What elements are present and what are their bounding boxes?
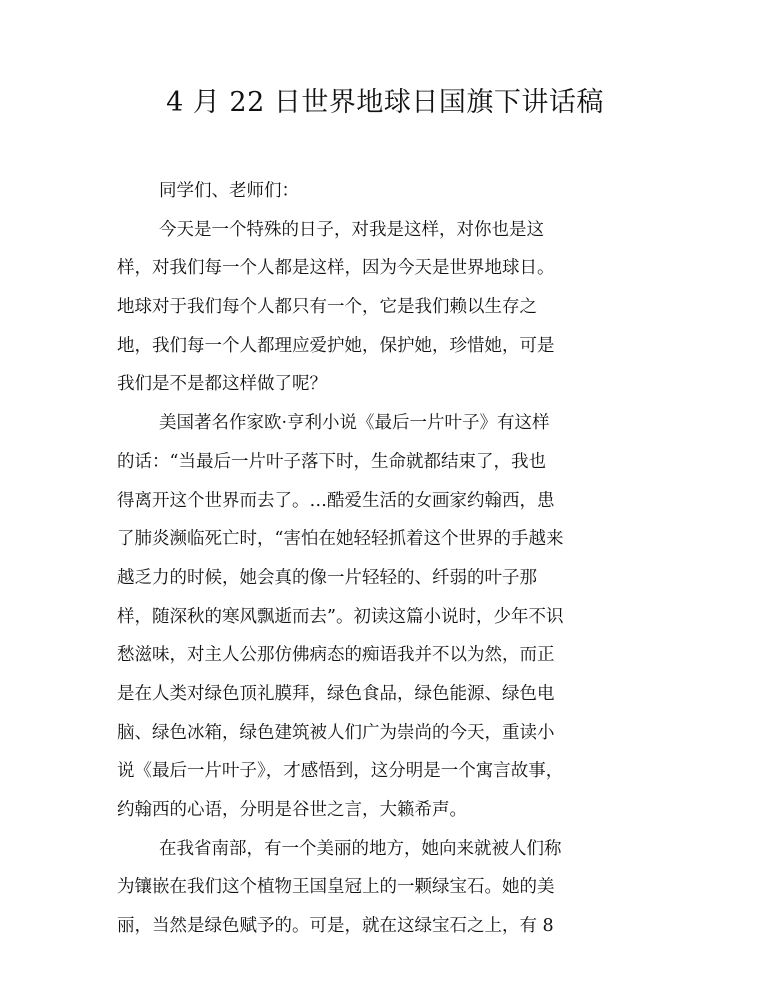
text-line: 愁滋味，对主人公那仿佛病态的痴语我并不以为然，而正 xyxy=(117,645,555,666)
text-line: 的话：“当最后一片叶子落下时，生命就都结束了，我也 xyxy=(117,451,546,472)
text-line: 得离开这个世界而去了。…酷爱生活的女画家约翰西，患 xyxy=(117,490,555,511)
text-line: 样，对我们每一个人都是这样，因为今天是世界地球日。 xyxy=(117,258,555,279)
document-body xyxy=(117,172,657,946)
text-line: 我们是不是都这样做了呢？ xyxy=(117,374,327,395)
text-line: 样，随深秋的寒风飘逝而去”。初读这篇小说时，少年不识 xyxy=(117,606,564,627)
text-line: 在我省南部，有一个美丽的地方，她向来就被人们称 xyxy=(159,838,562,859)
text-line: 丽，当然是绿色赋予的。可是，就在这绿宝石之上，有 8 xyxy=(117,916,554,937)
text-line: 约翰西的心语，分明是谷世之言，大籁希声。 xyxy=(117,800,467,820)
text-line: 同学们、老师们： xyxy=(159,181,299,201)
text-line: 说《最后一片叶子》，才感悟到，这分明是一个寓言故事， xyxy=(117,761,564,782)
text-line: 是在人类对绿色顶礼膜拜，绿色食品，绿色能源、绿色电 xyxy=(117,683,555,704)
text-line: 越乏力的时候，她会真的像一片轻轻的、纤弱的叶子那 xyxy=(117,567,537,588)
text-line: 脑、绿色冰箱，绿色建筑被人们广为崇尚的今天，重读小 xyxy=(117,722,555,743)
text-line: 今天是一个特殊的日子，对我是这样，对你也是这 xyxy=(159,219,544,240)
document-title: 4 月 22 日世界地球日国旗下讲话稿 xyxy=(166,87,604,118)
text-line: 为镶嵌在我们这个植物王国皇冠上的一颗绿宝石。她的美 xyxy=(117,877,555,898)
text-line: 美国著名作家欧·亨利小说《最后一片叶子》有这样 xyxy=(159,413,550,434)
text-line: 地球对于我们每个人都只有一个，它是我们赖以生存之 xyxy=(117,297,537,318)
text-line: 了肺炎濒临死亡时，“害怕在她轻轻抓着这个世界的手越来 xyxy=(117,529,564,550)
text-line: 地，我们每一个人都理应爱护她，保护她，珍惜她，可是 xyxy=(117,335,555,356)
